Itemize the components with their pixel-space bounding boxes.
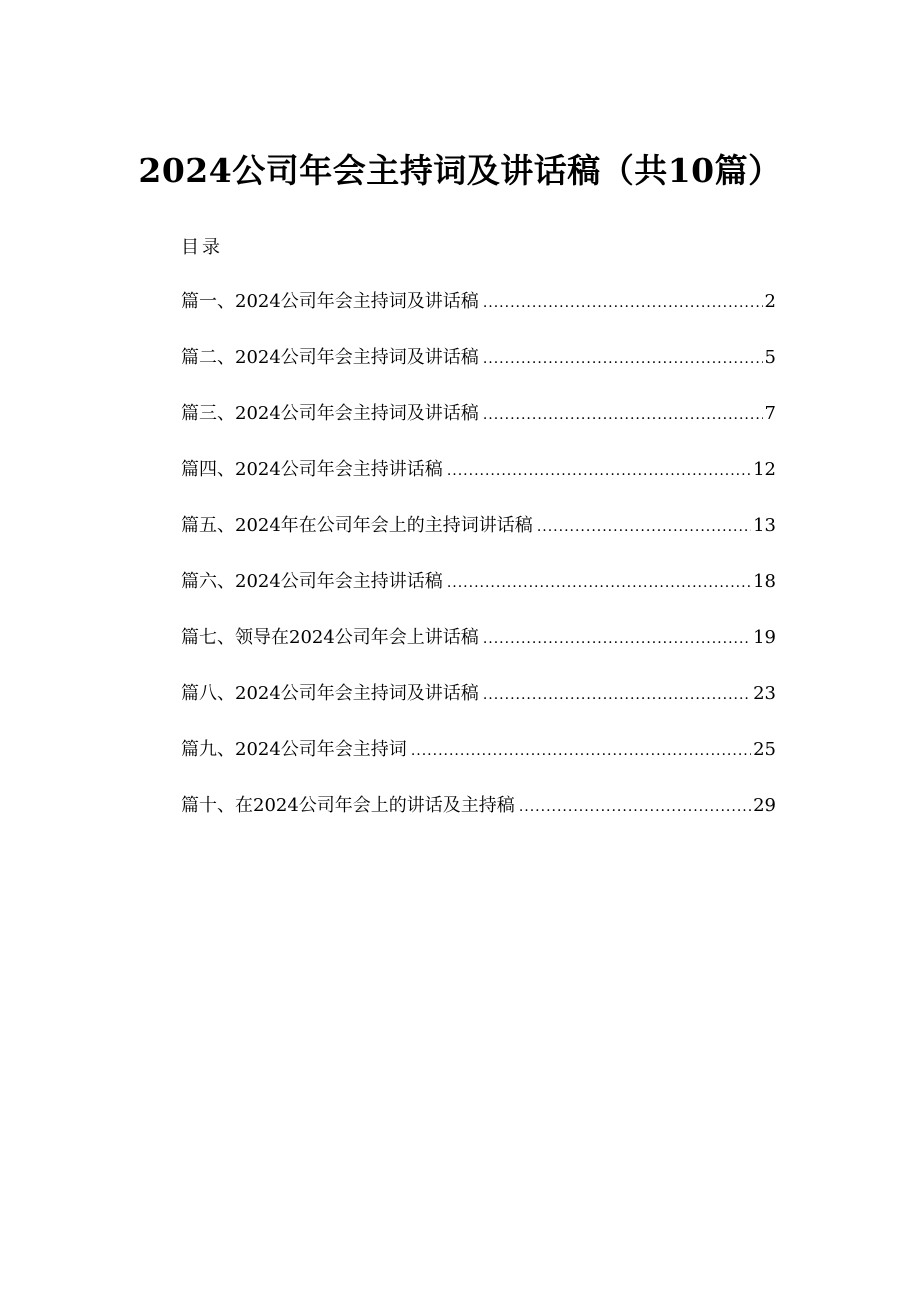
- toc-entry-label: 篇七、领导在2024公司年会上讲话稿: [181, 627, 479, 648]
- table-of-contents: [181, 288, 776, 848]
- toc-entry-label: 篇十、在2024公司年会上的讲话及主持稿: [181, 795, 515, 816]
- toc-entry-6[interactable]: [181, 568, 776, 624]
- toc-entry-label: 篇三、2024公司年会主持词及讲话稿: [181, 403, 479, 424]
- dot-leader: [483, 681, 751, 709]
- toc-entry-page-number: 13: [753, 515, 776, 536]
- toc-heading: 目录: [181, 237, 223, 258]
- toc-entry-label: 篇一、2024公司年会主持词及讲话稿: [181, 291, 479, 312]
- dot-leader: [483, 289, 763, 317]
- toc-entry-label: 篇六、2024公司年会主持讲话稿: [181, 571, 443, 592]
- dot-leader: [411, 737, 751, 765]
- toc-entry-3[interactable]: [181, 400, 776, 456]
- toc-entry-2[interactable]: [181, 344, 776, 400]
- toc-entry-page-number: 7: [764, 403, 776, 424]
- toc-entry-1[interactable]: [181, 288, 776, 344]
- dot-leader: [483, 401, 763, 429]
- toc-entry-8[interactable]: [181, 680, 776, 736]
- dot-leader: [483, 345, 763, 373]
- toc-entry-page-number: 19: [753, 627, 776, 648]
- toc-entry-9[interactable]: [181, 736, 776, 792]
- toc-entry-7[interactable]: [181, 624, 776, 680]
- dot-leader: [447, 569, 751, 597]
- toc-entry-5[interactable]: [181, 512, 776, 568]
- toc-entry-page-number: 23: [753, 683, 776, 704]
- toc-entry-page-number: 29: [753, 795, 776, 816]
- toc-entry-label: 篇八、2024公司年会主持词及讲话稿: [181, 683, 479, 704]
- toc-entry-page-number: 12: [753, 459, 776, 480]
- toc-entry-label: 篇九、2024公司年会主持词: [181, 739, 407, 760]
- toc-entry-10[interactable]: [181, 792, 776, 848]
- document-title: 2024公司年会主持词及讲话稿（共10篇）: [138, 151, 782, 190]
- toc-entry-page-number: 18: [753, 571, 776, 592]
- toc-entry-page-number: 25: [753, 739, 776, 760]
- toc-entry-label: 篇四、2024公司年会主持讲话稿: [181, 459, 443, 480]
- toc-entry-label: 篇二、2024公司年会主持词及讲话稿: [181, 347, 479, 368]
- dot-leader: [537, 513, 751, 541]
- toc-entry-page-number: 5: [764, 347, 776, 368]
- dot-leader: [519, 793, 751, 821]
- dot-leader: [447, 457, 751, 485]
- dot-leader: [483, 625, 751, 653]
- toc-entry-4[interactable]: [181, 456, 776, 512]
- toc-entry-page-number: 2: [764, 291, 776, 312]
- toc-entry-label: 篇五、2024年在公司年会上的主持词讲话稿: [181, 515, 533, 536]
